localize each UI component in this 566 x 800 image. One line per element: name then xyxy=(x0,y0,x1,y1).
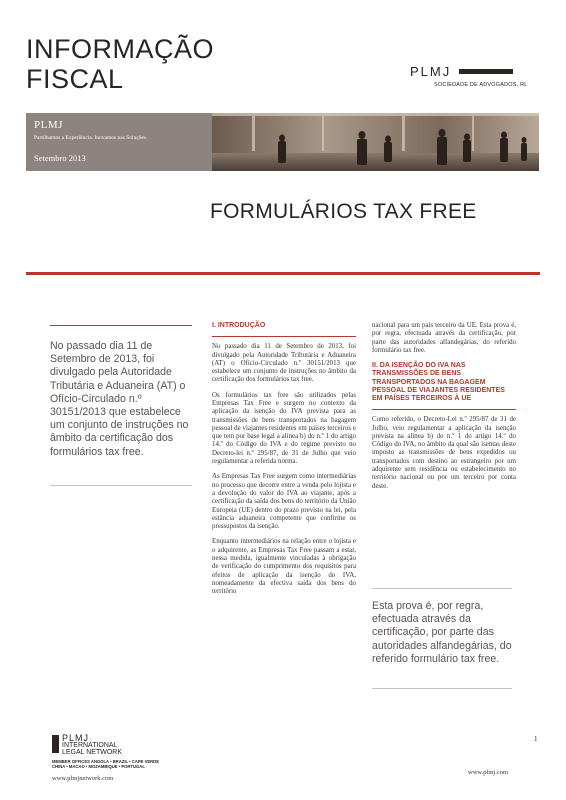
banner-name: PLMJ xyxy=(34,119,63,131)
brand-subtitle: SOCIEDADE DE ADVOGADOS, RL xyxy=(434,82,528,88)
left-pull-quote: No passado dia 11 de Setembro de 2013, foi divulgado pela Autoridade Tributária e Aduaneira (AT) o Ofício-Circulado n.º 30151/2013 que estabelece um conjunto de instruções no âmbito da certificação dos formulários tax free. xyxy=(50,340,189,458)
right-quote-top-rule xyxy=(372,588,512,589)
right-quote-bottom-rule xyxy=(372,688,512,689)
banner-tagline: Partilhamos a Experiência. Inovamos nas Soluções. xyxy=(34,135,148,141)
body-column-2 xyxy=(372,322,516,498)
paragraph: nacional para um país terceiro da UE. Esta prova é, por regra, efectuada através da certificação, por parte das autoridades alfandegárias, do referido formulário tax free. xyxy=(372,322,516,354)
footer-logo-line3: LEGAL NETWORK xyxy=(62,749,123,756)
footer-offices-line2: CHINA • MACAO • MOZAMBIQUE • PORTUGAL xyxy=(52,764,145,769)
network-logo-mark-icon xyxy=(52,735,59,753)
footer-logo-line1: PLMJ xyxy=(62,733,90,743)
publication-title-line1: INFORMAÇÃO xyxy=(26,34,215,64)
footer-logo-line2: INTERNATIONAL xyxy=(62,742,118,749)
paragraph: No passado dia 11 de Setembro de 2013, foi divulgado pela Autoridade Tributária e Aduaneira (AT) o Ofício-Circulado n.º 30151/2013 que estabelece um conjunto de instruções no âmbito da certificação dos formulários tax free. xyxy=(212,343,356,384)
right-pull-quote: Esta prova é, por regra, efectuada através da certificação, por parte das autoridades alfandegárias, do referido formulário tax free. xyxy=(372,600,512,665)
page-number: 1 xyxy=(534,735,538,743)
left-quote-top-rule xyxy=(50,325,192,326)
footer-member-offices xyxy=(52,759,182,769)
footer-offices-line1: MEMBER OFFICES ANGOLA • BRAZIL • CAPE VERDE xyxy=(52,759,160,764)
paragraph: Os formulários tax free são utilizados pelas Empresas Tax Free e surgem no contexto da aplicação da isenção do IVA prevista para as transmissões de bens transportados na bagagem pessoal de viajantes residentes em países terceiros e que tem por base legal a alínea b) do n.º 1 do artigo 14.º do Código do IVA e do regime previsto no Decreto-lei n.º 295/87, de 31 de Julho que veio regulamentar a referida norma. xyxy=(212,391,356,466)
section-heading-introduction: I. INTRODUÇÃO xyxy=(212,322,266,329)
section-heading-vat-exemption: II. DA ISENÇÃO DO IVA NAS TRANSMISSÕES DE BENS TRANSPORTADOS NA BAGAGEM PESSOAL DE VIAJANTES RESIDENTES EM PAÍSES TERCEIROS À UE xyxy=(372,362,505,402)
brand-name: PLMJ xyxy=(410,64,452,79)
section-heading-rule xyxy=(212,336,356,337)
paragraph: Enquanto intermediários na relação entre o lojista e o adquirente, as Empresas Tax Free passam a estar, nessa medida, igualmente vinculadas à obrigação de verificação do cumprimento dos requisitos para efeitos de aplicação da isenção do IVA, nomeadamente da efectiva saída dos bens do território xyxy=(212,538,356,596)
body-column-1 xyxy=(212,322,356,604)
paragraph: As Empresas Tax Free surgem como intermediárias no processo que decorre entre a venda pelo lojista e a devolução do valor do IVA ao viajante, após a certificação da saída dos bens do território da União Europeia (UE) dentro do prazo previsto na lei, pela estância aduaneira competente que confirme os pressupostos da isenção. xyxy=(212,473,356,531)
banner-photo-graphic xyxy=(212,113,539,171)
section-heading-rule xyxy=(372,409,516,410)
footer-website-url[interactable]: www.plmj.com xyxy=(468,769,509,776)
banner-panel xyxy=(26,113,212,171)
brand-bar-mark xyxy=(459,69,513,74)
publication-title-line2: FISCAL xyxy=(26,64,124,94)
footer-network-logo xyxy=(52,735,122,756)
brand-logo xyxy=(410,64,528,88)
banner-photo-airport-travellers xyxy=(212,113,539,171)
article-title: FORMULÁRIOS TAX FREE xyxy=(210,200,477,223)
title-divider xyxy=(26,272,540,275)
footer-network-url[interactable]: www.plmjnetwork.com xyxy=(52,775,114,782)
publication-title xyxy=(26,34,214,94)
banner-date: Setembro 2013 xyxy=(34,153,86,163)
paragraph: Como referido, o Decreto-Lei n.º 295/87 de 31 de Julho, veio regulamentar a aplicação da isenção prevista na alínea b) do n.º 1 do artigo 14.º do Código do IVA, no âmbito da qual são isentas deste imposto as transmissões de bens expedidos ou transportados com destino ao estrangeiro por um adquirente sem residência ou estabelecimento no território nacional ou por um terceiro por conta deste. xyxy=(372,416,516,490)
left-quote-bottom-rule xyxy=(50,485,192,486)
